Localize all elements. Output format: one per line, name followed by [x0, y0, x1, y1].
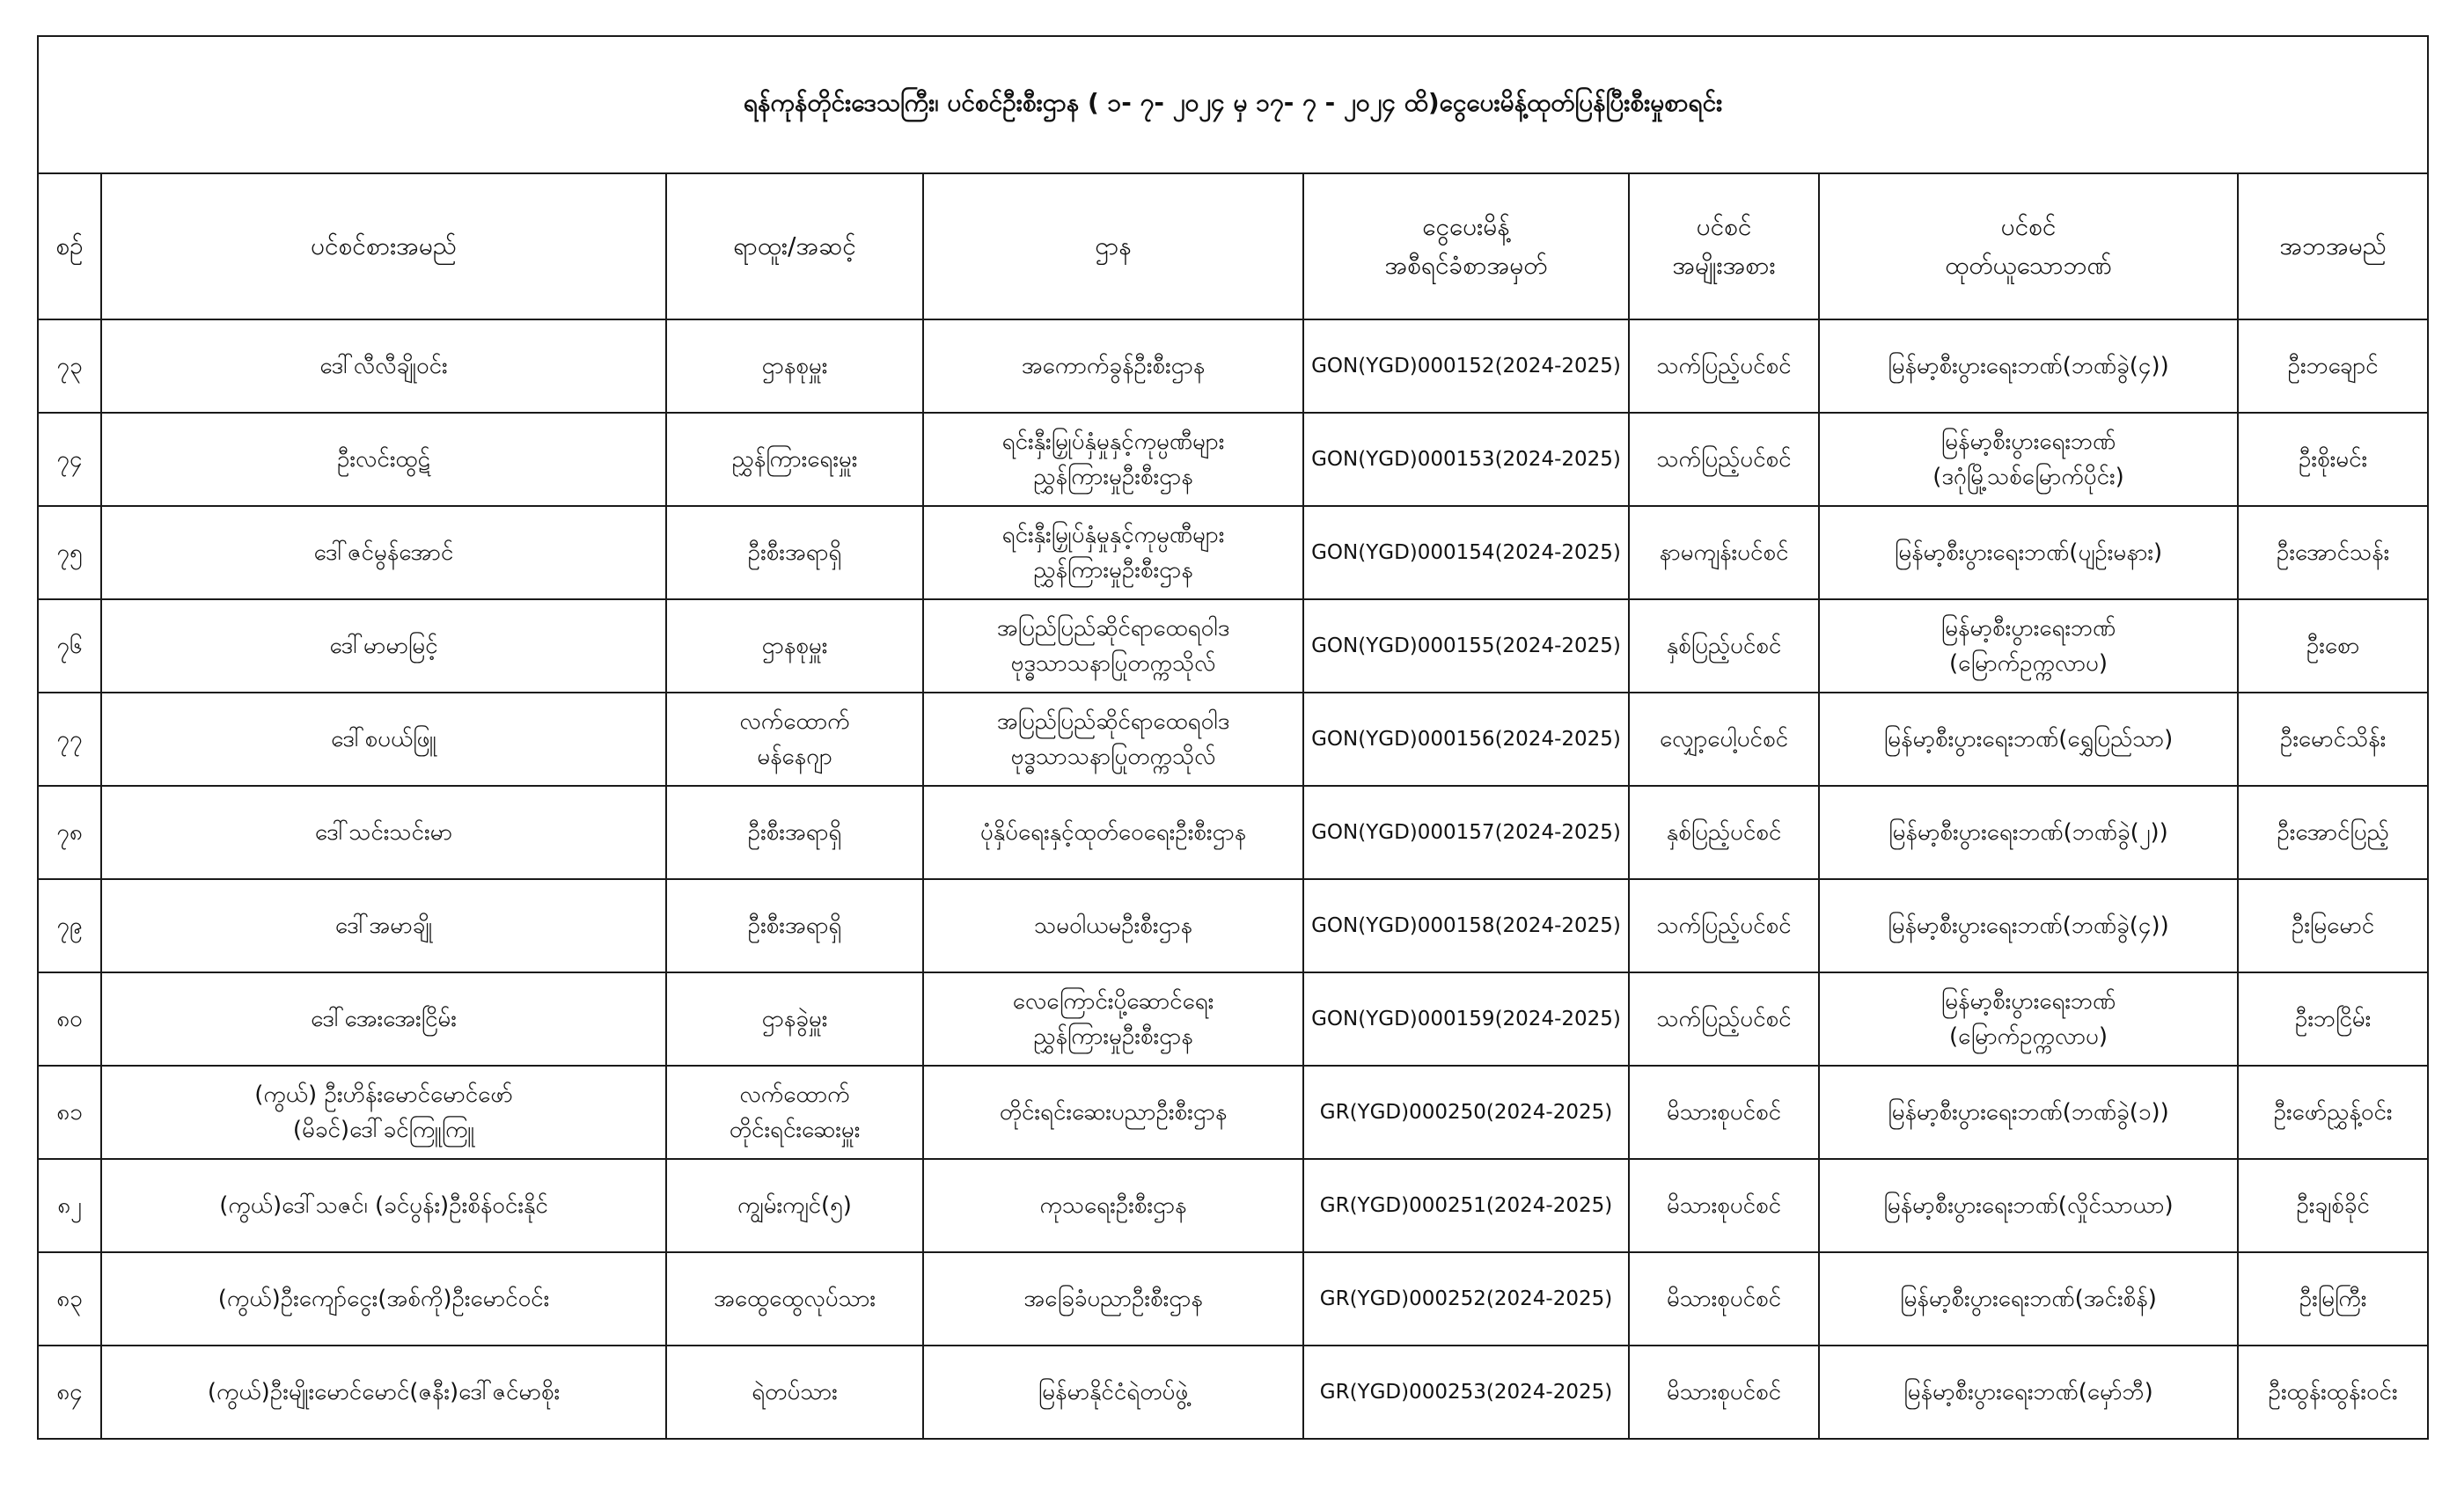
rank-cell-text: ကျွမ်းကျင်(၅): [737, 1192, 852, 1219]
department-cell: [923, 1066, 1303, 1159]
pensioner-name-cell-text: ဒေါ်ဇင်မွန်အောင်: [313, 539, 454, 566]
father-name-cell-text: ဦးချစ်ခိုင်: [2296, 1192, 2370, 1219]
department-cell: [923, 693, 1303, 786]
bank-cell-text: မြန်မာ့စီးပွားရေးဘဏ်(အင်းစိန်): [1900, 1286, 2157, 1312]
bank-cell: [1819, 413, 2238, 506]
father-name-cell-text: ဦးမြမောင်: [2291, 913, 2375, 939]
report-number-cell-text: GON(YGD)000152(2024-2025): [1311, 355, 1621, 378]
serial-cell: [38, 786, 101, 879]
header-bank: [1819, 173, 2238, 319]
report-number-cell: [1303, 786, 1629, 879]
father-name-cell: [2238, 786, 2428, 879]
bank-cell: [1819, 1066, 2238, 1159]
rank-cell-text: ဌာနစုမှူး: [761, 633, 828, 659]
bank-cell-text: မြန်မာ့စီးပွားရေးဘဏ်(ရွှေပြည်သာ): [1883, 726, 2174, 752]
father-name-cell: [2238, 1066, 2428, 1159]
bank-cell-text: (မြောက်ဥက္ကလာပ): [1948, 1023, 2108, 1050]
rank-cell: [666, 1346, 923, 1439]
pension-type-cell-text: လျှော့ပေါ့ပင်စင်: [1659, 726, 1789, 752]
serial-cell: [38, 1252, 101, 1346]
rank-cell-text: လက်ထောက်: [739, 1082, 850, 1108]
rank-cell: [666, 1252, 923, 1346]
pension-type-cell-text: သက်ပြည့်ပင်စင်: [1656, 446, 1792, 473]
pensioner-name-cell-text: ဒေါ်မာမာမြင့်: [329, 633, 438, 659]
pensioner-name-cell-text: ဦးလင်းထွဋ်: [337, 446, 430, 473]
report-number-cell: [1303, 1159, 1629, 1252]
pension-type-cell-text: နှစ်ပြည့်ပင်စင်: [1666, 819, 1782, 846]
pensioner-name-cell: [101, 1066, 666, 1159]
serial-cell-text: ၈၃: [56, 1286, 83, 1312]
pensioner-name-cell: [101, 972, 666, 1066]
rank-cell: [666, 879, 923, 972]
serial-cell: [38, 319, 101, 413]
department-cell-text: ဗုဒ္ဓသာသနာပြုတက္ကသိုလ်: [1010, 650, 1216, 677]
rank-cell-text: ဦးစီးအရာရှိ: [747, 539, 842, 566]
serial-cell-text: ၇၈: [56, 819, 83, 846]
father-name-cell: [2238, 1252, 2428, 1346]
rank-cell-text: အထွေထွေလုပ်သား: [713, 1286, 876, 1312]
table-row: [38, 413, 2428, 506]
header-rank: [666, 173, 923, 319]
department-cell: [923, 1252, 1303, 1346]
father-name-cell: [2238, 879, 2428, 972]
bank-cell-text: (မြောက်ဥက္ကလာပ): [1948, 650, 2108, 677]
father-name-cell-text: ဦးဘငြိမ်း: [2294, 1006, 2372, 1032]
bank-cell: [1819, 319, 2238, 413]
serial-cell-text: ၇၃: [56, 353, 83, 379]
header-department-line1: ဌာန: [1095, 231, 1132, 260]
header-row: [38, 173, 2428, 319]
department-cell-text: မြန်မာနိုင်ငံရဲတပ်ဖွဲ့: [1038, 1379, 1189, 1405]
header-report-number: [1303, 173, 1629, 319]
pensioner-name-cell: [101, 506, 666, 599]
father-name-cell-text: ဦးစိုးမင်း: [2298, 446, 2368, 473]
pension-type-cell-text: သက်ပြည့်ပင်စင်: [1656, 1006, 1792, 1032]
department-cell-text: တိုင်းရင်းဆေးပညာဦးစီးဌာန: [999, 1099, 1228, 1126]
serial-cell: [38, 879, 101, 972]
pensioner-name-cell-text: ဒေါ်လီလီချိုဝင်း: [319, 353, 448, 379]
document-title: ရန်ကုန်တိုင်းဒေသကြီး၊ ပင်စင်ဦးစီးဌာန ( ၁- ၇- ၂၀၂၄ မှ ၁၇- ၇ - ၂၀၂၄ ထိ)ငွေပေးမိန့်ထုတ်ပြန်ပြီးစီးမှုစာရင်း: [38, 36, 2428, 173]
table-row: [38, 879, 2428, 972]
table-row: [38, 693, 2428, 786]
table-body: [38, 319, 2428, 1439]
header-serial-line1: စဉ်: [55, 231, 84, 260]
serial-cell: [38, 506, 101, 599]
report-number-cell: [1303, 506, 1629, 599]
pension-type-cell: [1629, 1346, 1819, 1439]
serial-cell-text: ၇၇: [56, 726, 83, 752]
bank-cell-text: မြန်မာ့စီးပွားရေးဘဏ်: [1940, 429, 2116, 455]
pensioner-name-cell-text: ဒေါ်အေးအေးငြိမ်း: [311, 1006, 457, 1032]
header-pension-type: [1629, 173, 1819, 319]
report-number-cell: [1303, 413, 1629, 506]
rank-cell-text: ရဲတပ်သား: [752, 1379, 838, 1405]
pensioner-name-cell: [101, 319, 666, 413]
pensioner-name-cell-text: (ကွယ်)ဦးမျိုးမောင်မောင်(ဇနီး)ဒေါ်ဇင်မာစိုး: [207, 1379, 561, 1405]
department-cell-text: လေကြောင်းပို့ဆောင်ရေး: [1012, 988, 1214, 1015]
bank-cell: [1819, 693, 2238, 786]
rank-cell-text: တိုင်းရင်းဆေးမှူး: [729, 1117, 861, 1143]
rank-cell: [666, 972, 923, 1066]
table-row: [38, 786, 2428, 879]
department-cell-text: အကောက်ခွန်ဦးစီးဌာန: [1021, 353, 1206, 379]
report-number-cell-text: GR(YGD)000251(2024-2025): [1319, 1194, 1613, 1217]
table-row: [38, 506, 2428, 599]
pension-type-cell: [1629, 1066, 1819, 1159]
bank-cell-text: မြန်မာ့စီးပွားရေးဘဏ်(လှိုင်သာယာ): [1883, 1192, 2174, 1219]
bank-cell: [1819, 599, 2238, 693]
header-department: [923, 173, 1303, 319]
pension-type-cell-text: မိသားစုပင်စင်: [1666, 1286, 1782, 1312]
serial-cell-text: ၈၂: [57, 1192, 82, 1219]
header-pension-type-line2: အမျိုးအစား: [1672, 251, 1776, 280]
bank-cell-text: မြန်မာ့စီးပွားရေးဘဏ်(ပျဉ်းမနား): [1894, 539, 2163, 566]
header-father-name-line1: အဘအမည်: [2279, 231, 2387, 260]
header-pensioner-name: [101, 173, 666, 319]
table-row: [38, 1159, 2428, 1252]
bank-cell-text: မြန်မာ့စီးပွားရေးဘဏ်(ဘဏ်ခွဲ(၁)): [1888, 1099, 2169, 1126]
pension-list-sheet: [37, 35, 2427, 1440]
pension-type-cell: [1629, 599, 1819, 693]
header-father-name: [2238, 173, 2428, 319]
pension-type-cell: [1629, 506, 1819, 599]
serial-cell-text: ၈၄: [56, 1379, 83, 1405]
bank-cell-text: မြန်မာ့စီးပွားရေးဘဏ်: [1940, 988, 2116, 1015]
pension-type-cell-text: သက်ပြည့်ပင်စင်: [1656, 913, 1792, 939]
report-number-cell: [1303, 972, 1629, 1066]
pensioner-name-cell-text: (ကွယ်) ဦးဟိန်းမောင်မောင်ဖော်: [254, 1082, 513, 1108]
pensioner-name-cell: [101, 1159, 666, 1252]
pension-type-cell-text: သက်ပြည့်ပင်စင်: [1656, 353, 1792, 379]
pension-type-cell-text: မိသားစုပင်စင်: [1666, 1099, 1782, 1126]
rank-cell-text: ညွှန်ကြားရေးမှူး: [731, 446, 858, 473]
report-number-cell-text: GON(YGD)000156(2024-2025): [1311, 728, 1621, 751]
father-name-cell-text: ဦးအောင်သန်း: [2276, 539, 2390, 566]
bank-cell-text: (ဒဂုံမြို့သစ်မြောက်ပိုင်း): [1932, 464, 2124, 490]
serial-cell-text: ၈၀: [56, 1006, 83, 1032]
department-cell-text: ညွှန်ကြားမှုဦးစီးဌာန: [1033, 1023, 1193, 1050]
department-cell: [923, 599, 1303, 693]
pension-type-cell: [1629, 972, 1819, 1066]
department-cell-text: ညွှန်ကြားမှုဦးစီးဌာန: [1033, 464, 1193, 490]
pensioner-name-cell: [101, 879, 666, 972]
department-cell: [923, 972, 1303, 1066]
pensioner-name-cell: [101, 599, 666, 693]
pension-type-cell: [1629, 413, 1819, 506]
report-number-cell-text: GON(YGD)000155(2024-2025): [1311, 634, 1621, 657]
father-name-cell: [2238, 319, 2428, 413]
table-row: [38, 972, 2428, 1066]
report-number-cell-text: GON(YGD)000154(2024-2025): [1311, 541, 1621, 564]
table-row: [38, 1346, 2428, 1439]
bank-cell: [1819, 786, 2238, 879]
pension-type-cell: [1629, 879, 1819, 972]
table-row: [38, 1066, 2428, 1159]
pensioner-name-cell-text: ဒေါ်အမာချို: [334, 913, 433, 939]
header-bank-line2: ထုတ်ယူသောဘဏ်: [1945, 251, 2112, 280]
bank-cell: [1819, 1252, 2238, 1346]
pension-type-cell-text: နှစ်ပြည့်ပင်စင်: [1666, 633, 1782, 659]
report-number-cell: [1303, 693, 1629, 786]
report-number-cell-text: GON(YGD)000157(2024-2025): [1311, 821, 1621, 844]
pensioner-name-cell: [101, 1252, 666, 1346]
department-cell-text: အပြည်ပြည်ဆိုင်ရာထေရဝါဒ: [996, 615, 1230, 642]
serial-cell: [38, 1159, 101, 1252]
father-name-cell-text: ဦးဖော်ညွှန့်ဝင်း: [2273, 1099, 2393, 1126]
department-cell: [923, 1159, 1303, 1252]
rank-cell: [666, 1159, 923, 1252]
bank-cell-text: မြန်မာ့စီးပွားရေးဘဏ်(မှော်ဘီ): [1903, 1379, 2153, 1405]
serial-cell-text: ၇၅: [56, 539, 83, 566]
pension-type-cell-text: မိသားစုပင်စင်: [1666, 1192, 1782, 1219]
serial-cell: [38, 1346, 101, 1439]
header-pension-type-line1: ပင်စင်: [1696, 212, 1752, 241]
pensioner-name-cell: [101, 1346, 666, 1439]
bank-cell-text: မြန်မာ့စီးပွားရေးဘဏ်(ဘဏ်ခွဲ(၄)): [1888, 353, 2169, 379]
pension-type-cell: [1629, 1159, 1819, 1252]
father-name-cell-text: ဦးမြကြီး: [2299, 1286, 2367, 1312]
serial-cell-text: ၇၆: [56, 633, 83, 659]
department-cell: [923, 1346, 1303, 1439]
department-cell: [923, 506, 1303, 599]
rank-cell-text: ဌာနစုမှူး: [761, 353, 828, 379]
header-pensioner-name-line1: ပင်စင်စားအမည်: [311, 231, 457, 260]
department-cell-text: ညွှန်ကြားမှုဦးစီးဌာန: [1033, 557, 1193, 583]
rank-cell-text: လက်ထောက်: [739, 708, 850, 735]
father-name-cell: [2238, 599, 2428, 693]
father-name-cell: [2238, 506, 2428, 599]
father-name-cell-text: ဦးထွန်းထွန်းဝင်း: [2268, 1379, 2398, 1405]
serial-cell: [38, 693, 101, 786]
father-name-cell: [2238, 972, 2428, 1066]
father-name-cell-text: ဦးစော: [2306, 633, 2360, 659]
table-row: [38, 1252, 2428, 1346]
bank-cell-text: မြန်မာ့စီးပွားရေးဘဏ်(ဘဏ်ခွဲ(၂)): [1888, 819, 2168, 846]
department-cell-text: သမဝါယမဦးစီးဌာန: [1034, 913, 1192, 939]
father-name-cell: [2238, 1346, 2428, 1439]
header-report-number-line1: ငွေပေးမိန့်: [1422, 212, 1510, 241]
report-number-cell-text: GON(YGD)000153(2024-2025): [1311, 448, 1621, 471]
rank-cell: [666, 506, 923, 599]
pension-type-cell-text: နာမကျန်းပင်စင်: [1659, 539, 1789, 566]
father-name-cell: [2238, 693, 2428, 786]
pensioner-name-cell-text: ဒေါ်စပယ်ဖြူ: [331, 726, 436, 752]
header-bank-line1: ပင်စင်: [2000, 212, 2057, 241]
department-cell-text: အပြည်ပြည်ဆိုင်ရာထေရဝါဒ: [996, 708, 1230, 735]
rank-cell-text: ဦးစီးအရာရှိ: [747, 913, 842, 939]
department-cell: [923, 786, 1303, 879]
pensioner-name-cell-text: (ကွယ်)ဦးကျော်ငွေး(အစ်ကို)ဦးမောင်ဝင်း: [217, 1286, 550, 1312]
bank-cell: [1819, 506, 2238, 599]
report-number-cell: [1303, 1066, 1629, 1159]
serial-cell: [38, 972, 101, 1066]
bank-cell-text: မြန်မာ့စီးပွားရေးဘဏ်: [1940, 615, 2116, 642]
bank-cell-text: မြန်မာ့စီးပွားရေးဘဏ်(ဘဏ်ခွဲ(၄)): [1888, 913, 2169, 939]
header-report-number-line2: အစီရင်ခံစာအမှတ်: [1384, 251, 1548, 280]
pension-type-cell: [1629, 786, 1819, 879]
report-number-cell-text: GR(YGD)000253(2024-2025): [1319, 1381, 1613, 1404]
serial-cell-text: ၈၁: [56, 1099, 83, 1126]
rank-cell: [666, 413, 923, 506]
table-row: [38, 319, 2428, 413]
report-number-cell-text: GR(YGD)000250(2024-2025): [1319, 1101, 1613, 1124]
department-cell: [923, 319, 1303, 413]
department-cell-text: ကုသရေးဦးစီးဌာန: [1039, 1192, 1187, 1219]
bank-cell: [1819, 1346, 2238, 1439]
bank-cell: [1819, 879, 2238, 972]
pensioner-name-cell: [101, 693, 666, 786]
serial-cell-text: ၇၉: [56, 913, 83, 939]
pensioner-name-cell-text: (မိခင်)ဒေါ်ခင်ကြူကြူ: [292, 1117, 475, 1143]
pension-type-cell-text: မိသားစုပင်စင်: [1666, 1379, 1782, 1405]
serial-cell-text: ၇၄: [56, 446, 83, 473]
department-cell: [923, 413, 1303, 506]
report-number-cell: [1303, 319, 1629, 413]
serial-cell: [38, 599, 101, 693]
father-name-cell-text: ဦးမောင်သိန်း: [2279, 726, 2387, 752]
report-number-cell: [1303, 599, 1629, 693]
rank-cell-text: မန်နေဂျာ: [757, 744, 832, 770]
father-name-cell: [2238, 1159, 2428, 1252]
department-cell: [923, 879, 1303, 972]
report-number-cell-text: GR(YGD)000252(2024-2025): [1319, 1287, 1613, 1310]
report-number-cell-text: GON(YGD)000158(2024-2025): [1311, 914, 1621, 937]
report-number-cell: [1303, 1252, 1629, 1346]
bank-cell: [1819, 1159, 2238, 1252]
serial-cell: [38, 1066, 101, 1159]
report-number-cell: [1303, 1346, 1629, 1439]
father-name-cell-text: ဦးအောင်ပြည့်: [2277, 819, 2389, 846]
header-rank-line1: ရာထူး/အဆင့်: [733, 231, 856, 260]
report-number-cell: [1303, 879, 1629, 972]
pensioner-name-cell: [101, 413, 666, 506]
department-cell-text: ဗုဒ္ဓသာသနာပြုတက္ကသိုလ်: [1010, 744, 1216, 770]
father-name-cell-text: ဦးဘချောင်: [2287, 353, 2379, 379]
rank-cell-text: ဦးစီးအရာရှိ: [747, 819, 842, 846]
pension-type-cell: [1629, 319, 1819, 413]
rank-cell: [666, 786, 923, 879]
bank-cell: [1819, 972, 2238, 1066]
pension-type-cell: [1629, 693, 1819, 786]
department-cell-text: ရင်းနှီးမြှုပ်နှံမှုနှင့်ကုမ္ပဏီများ: [1001, 522, 1225, 548]
report-number-cell-text: GON(YGD)000159(2024-2025): [1311, 1008, 1621, 1030]
table-row: [38, 599, 2428, 693]
header-serial: [38, 173, 101, 319]
pensioner-name-cell-text: (ကွယ်)ဒေါ်သဇင်၊ (ခင်ပွန်း)ဦးစိန်ဝင်းနိုင်: [219, 1192, 548, 1219]
department-cell-text: ရင်းနှီးမြှုပ်နှံမှုနှင့်ကုမ္ပဏီများ: [1001, 429, 1225, 455]
rank-cell: [666, 693, 923, 786]
rank-cell: [666, 319, 923, 413]
rank-cell: [666, 1066, 923, 1159]
pensioner-name-cell: [101, 786, 666, 879]
father-name-cell: [2238, 413, 2428, 506]
department-cell-text: အခြေခံပညာဦးစီးဌာန: [1023, 1286, 1203, 1312]
rank-cell-text: ဌာနခွဲမှူး: [761, 1006, 828, 1032]
pension-type-cell: [1629, 1252, 1819, 1346]
pensioner-name-cell-text: ဒေါ်သင်းသင်းမာ: [314, 819, 453, 846]
rank-cell: [666, 599, 923, 693]
serial-cell: [38, 413, 101, 506]
department-cell-text: ပုံနှိပ်ရေးနှင့်ထုတ်ဝေရေးဦးစီးဌာန: [979, 819, 1247, 846]
pension-table: [37, 35, 2429, 1440]
